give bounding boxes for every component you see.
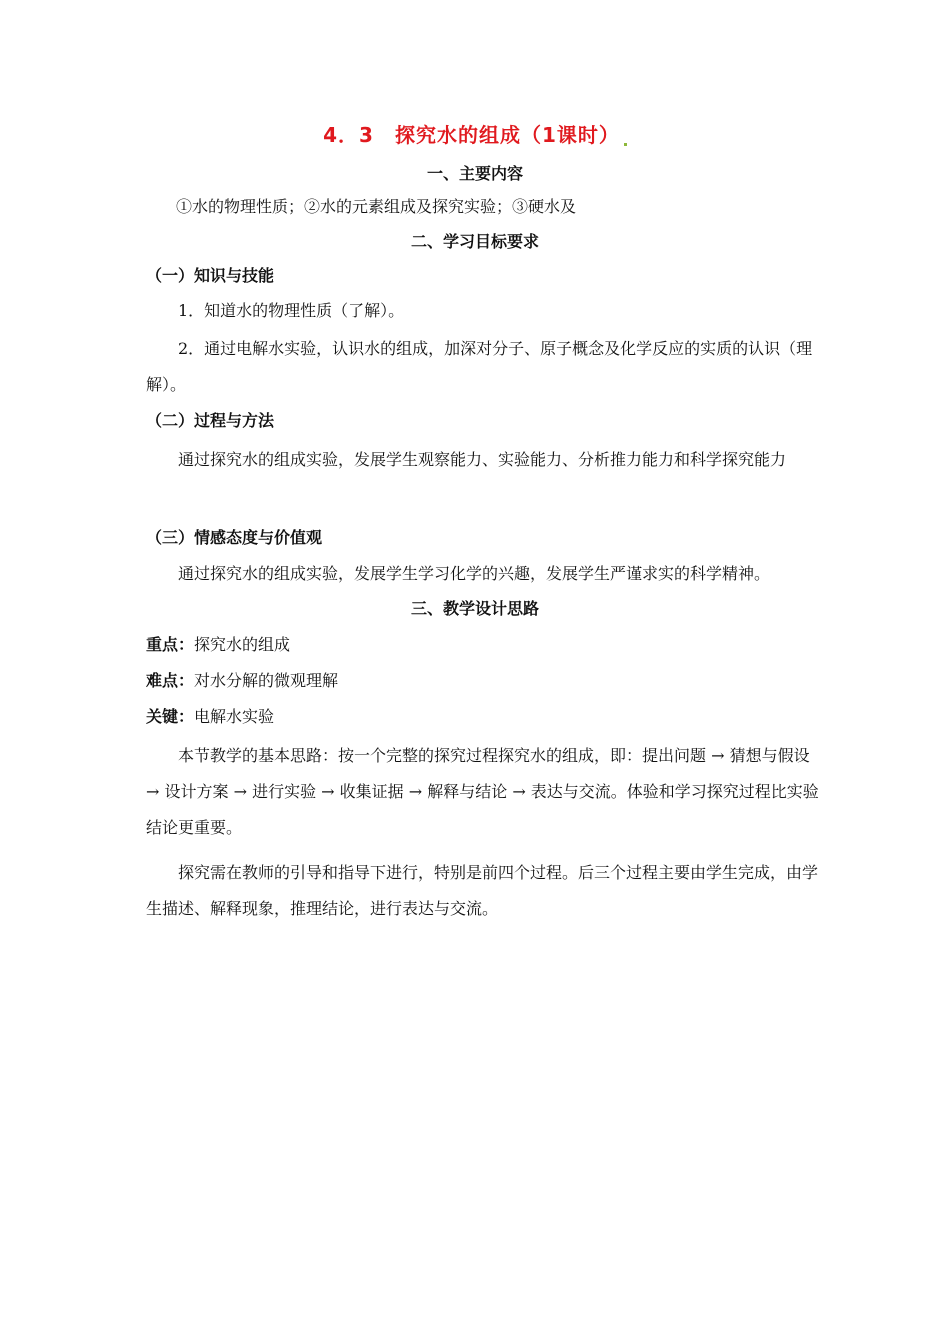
doc-title	[0, 124, 950, 146]
key-point-label: 重点：	[146, 635, 195, 654]
crux-point-label: 关键：	[146, 707, 195, 726]
mark-dot	[624, 143, 627, 146]
subsection-3-body: 通过探究水的组成实验，发展学生学习化学的兴趣，发展学生严谨求实的科学精神。	[178, 564, 771, 583]
difficult-point-text: 对水分解的微观理解	[194, 671, 339, 690]
section-1-body: ①水的物理性质；②水的元素组成及探究实验；③硬水及	[176, 197, 577, 216]
section-heading-3: 三、教学设计思路	[410, 599, 539, 618]
key-point	[146, 634, 290, 656]
subsection-2-body: 通过探究水的组成实验，发展学生观察能力、实验能力、分析推力能力和科学探究能力	[178, 450, 787, 469]
design-paragraph-2: 探究需在教师的引导和指导下进行，特别是前四个过程。后三个过程主要由学生完成，由学生描述、解释现象，推理结论，进行表达与交流。	[146, 863, 819, 918]
crux-point-text: 电解水实验	[194, 707, 275, 726]
subsection-heading-3: （三）情感态度与价值观	[146, 528, 323, 547]
difficult-point	[146, 670, 338, 692]
doc-title-text: 4．3 探究水的组成（1课时）	[323, 123, 620, 147]
subsection-heading-2: （二）过程与方法	[146, 411, 275, 430]
key-point-text: 探究水的组成	[194, 635, 291, 654]
subsection-heading-1: （一）知识与技能	[146, 266, 275, 285]
objective-item-1: 1．知道水的物理性质（了解）。	[178, 301, 405, 320]
objective-item-2: 2．通过电解水实验，认识水的组成，加深对分子、原子概念及化学反应的实质的认识（理解）。	[146, 339, 813, 394]
section-heading-2: 二、学习目标要求	[410, 232, 539, 251]
design-paragraph-1: 本节教学的基本思路：按一个完整的探究过程探究水的组成，即：提出问题 → 猜想与假设 → 设计方案 → 进行实验 → 收集证据 → 解释与结论 → 表达与交流。体验和学习探究过程比实验结论更重要。	[146, 746, 819, 837]
section-heading-1: 一、主要内容	[426, 164, 523, 183]
difficult-point-label: 难点：	[146, 671, 195, 690]
crux-point	[146, 706, 274, 728]
